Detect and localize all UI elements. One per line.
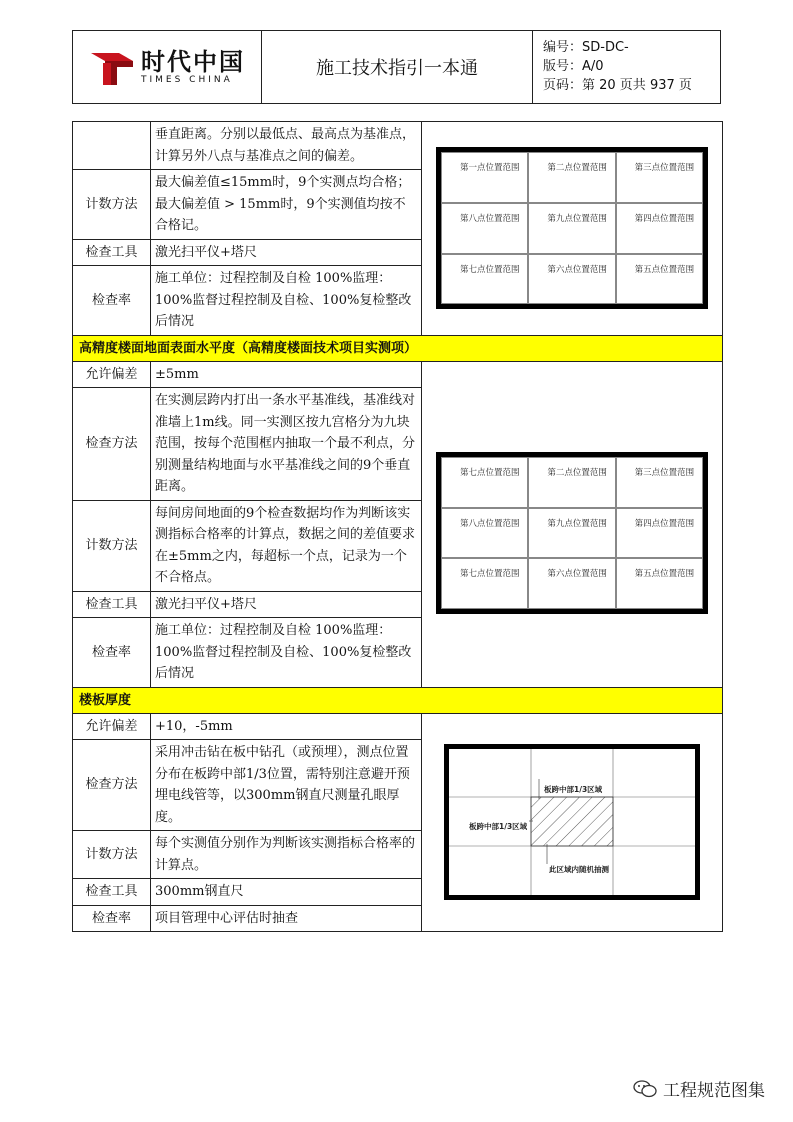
grid-cell-label: 第五点位置范围 xyxy=(616,558,703,609)
grid-cell-label: 第三点位置范围 xyxy=(616,457,703,508)
row-label: 检查方法 xyxy=(73,740,151,831)
wechat-icon xyxy=(633,1080,657,1098)
grid-cell-label: 第八点位置范围 xyxy=(441,203,528,254)
doc-page-number: 页码：第 20 页共 937 页 xyxy=(543,78,692,93)
row-label: 检查率 xyxy=(73,266,151,336)
slab-label-bottom: 此区域内随机抽测 xyxy=(549,865,609,875)
document-header xyxy=(72,30,721,104)
grid-cell-label: 第九点位置范围 xyxy=(528,203,615,254)
count-method-text: 最大偏差值≤15mm时，9个实测点均合格；最大偏差值 > 15mm时，9个实测值均按不合格记。 xyxy=(151,170,422,240)
section-heading-row xyxy=(73,687,723,713)
document-meta xyxy=(533,31,720,103)
table-row xyxy=(73,713,723,740)
slab-label-left: 板跨中部1/3区域 xyxy=(469,822,528,832)
figure-cell xyxy=(422,122,723,336)
table-row xyxy=(73,122,723,170)
grid-cell-label: 第九点位置范围 xyxy=(528,508,615,559)
grid-cell-label: 第五点位置范围 xyxy=(616,254,703,305)
figure-cell xyxy=(422,361,723,687)
logo-chinese-name: 时代中国 xyxy=(141,48,245,76)
company-logo xyxy=(89,47,245,87)
allowance-text: ±5mm xyxy=(151,361,422,388)
table-row xyxy=(73,361,723,388)
section-heading: 高精度楼面地面表面水平度（高精度楼面技术项目实测项） xyxy=(73,335,723,361)
grid-cell-label: 第六点位置范围 xyxy=(528,558,615,609)
count-method-text: 每间房间地面的9个检查数据均作为判断该实测指标合格率的计算点，数据之间的差值要求在±5mm之内，每超标一个点，记录为一个不合格点。 xyxy=(151,500,422,591)
grid-cell-label: 第八点位置范围 xyxy=(441,508,528,559)
grid-cell-label: 第七点位置范围 xyxy=(441,254,528,305)
row-label: 计数方法 xyxy=(73,831,151,879)
document-title: 施工技术指引一本通 xyxy=(262,31,533,103)
slab-thickness-diagram xyxy=(444,744,700,900)
wechat-watermark xyxy=(633,1076,765,1101)
logo-english-name: TIMES CHINA xyxy=(141,75,233,85)
doc-version: 版号：A/0 xyxy=(543,59,604,74)
doc-code: 编号：SD-DC- xyxy=(543,40,629,55)
logo-mark-icon xyxy=(89,47,135,87)
rate-text: 项目管理中心评估时抽查 xyxy=(151,905,422,932)
section-heading-row xyxy=(73,335,723,361)
slab-label-top: 板跨中部1/3区域 xyxy=(544,785,603,795)
row-label: 允许偏差 xyxy=(73,713,151,740)
row-label: 检查工具 xyxy=(73,239,151,266)
nine-grid-diagram xyxy=(436,147,708,309)
rate-text: 施工单位：过程控制及自检 100%监理：100%监督过程控制及自检、100%复检整改后情况 xyxy=(151,266,422,336)
row-label: 检查率 xyxy=(73,905,151,932)
rate-text: 施工单位：过程控制及自检 100%监理：100%监督过程控制及自检、100%复检整改后情况 xyxy=(151,618,422,688)
nine-grid-diagram xyxy=(436,452,708,614)
allowance-text: +10，-5mm xyxy=(151,713,422,740)
figure-cell xyxy=(422,713,723,932)
grid-cell-label: 第二点位置范围 xyxy=(528,152,615,203)
row-label: 检查工具 xyxy=(73,879,151,906)
method-text: 在实测层跨内打出一条水平基准线，基准线对准墙上1m线。同一实测区按九宫格分为九块范围，按每个范围框内抽取一个最不利点，分别测量结构地面与水平基准线之间的9个垂直距离。 xyxy=(151,388,422,501)
grid-cell-label: 第七点位置范围 xyxy=(441,457,528,508)
row-label: 检查工具 xyxy=(73,591,151,618)
row-label: 计数方法 xyxy=(73,500,151,591)
grid-cell-label: 第七点位置范围 xyxy=(441,558,528,609)
watermark-text: 工程规范图集 xyxy=(663,1081,765,1101)
grid-cell-label: 第三点位置范围 xyxy=(616,152,703,203)
row-label: 检查方法 xyxy=(73,388,151,501)
count-method-text: 每个实测值分别作为判断该实测指标合格率的计算点。 xyxy=(151,831,422,879)
grid-cell-label: 第四点位置范围 xyxy=(616,203,703,254)
grid-cell-label: 第四点位置范围 xyxy=(616,508,703,559)
tool-text: 激光扫平仪+塔尺 xyxy=(151,591,422,618)
grid-cell-label: 第二点位置范围 xyxy=(528,457,615,508)
section-heading: 楼板厚度 xyxy=(73,687,723,713)
row-label-empty xyxy=(73,122,151,170)
grid-cell-label: 第一点位置范围 xyxy=(441,152,528,203)
grid-cell-label: 第六点位置范围 xyxy=(528,254,615,305)
tool-text: 激光扫平仪+塔尺 xyxy=(151,239,422,266)
row-label: 计数方法 xyxy=(73,170,151,240)
row-label: 允许偏差 xyxy=(73,361,151,388)
method-continued-text: 垂直距离。分别以最低点、最高点为基准点，计算另外八点与基准点之间的偏差。 xyxy=(151,122,422,170)
inspection-table xyxy=(72,121,723,932)
tool-text: 300mm钢直尺 xyxy=(151,879,422,906)
logo-cell xyxy=(73,31,262,103)
method-text: 采用冲击钻在板中钻孔（或预埋），测点位置分布在板跨中部1/3位置，需特别注意避开预埋电线管等，以300mm钢直尺测量孔眼厚度。 xyxy=(151,740,422,831)
row-label: 检查率 xyxy=(73,618,151,688)
